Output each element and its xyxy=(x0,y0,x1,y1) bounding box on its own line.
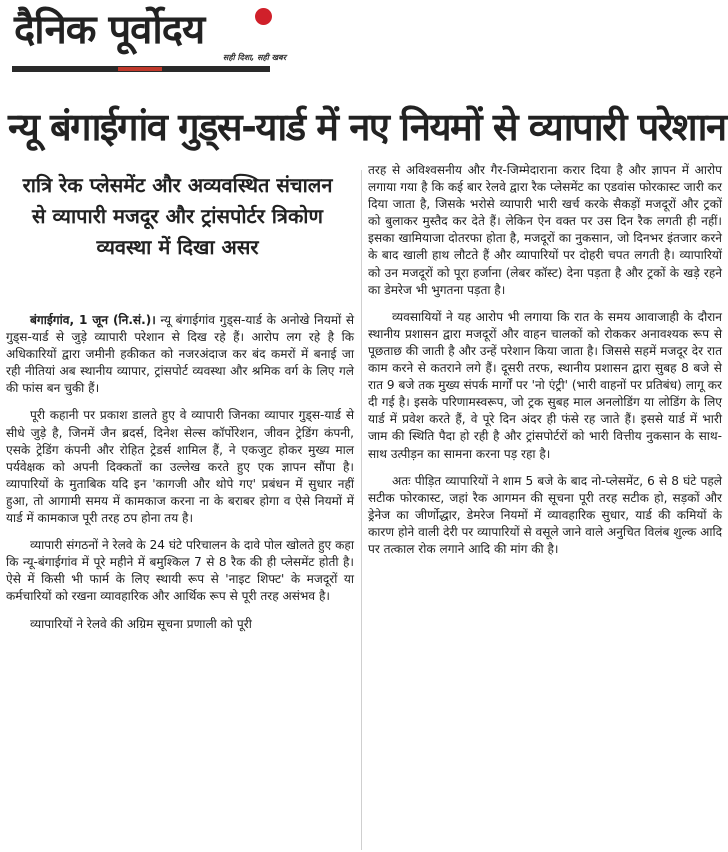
paragraph-text: न्यू बंगाईगांव गुड्स-यार्ड के अनोखे नियमों से गुड्स-यार्ड से जुड़े व्यापारी परेशान से दिख रहे हैं। आरोप लग रहे है कि अधिकारियों द्वारा जमीनी हकीकत को नजरअंदाज कर बंद कमरों में बनाई जा रही नीतियां अब स्थानीय व्यापार, ट्रांसपोर्ट व्यवस्था और श्रमिक वर्ग के लिए गले की फांस बन चुकी हैं। xyxy=(6,313,354,396)
article-paragraph: अतः पीड़ित व्यापारियों ने शाम 5 बजे के बाद नो-प्लेसमेंट, 6 से 8 घंटे पहले सटीक फोरकास्ट, जहां रैक आगमन की सूचना पूरी तरह सटीक हो, सड़कों और ड्रेनेज का जीर्णोद्धार, डेमरेज नियमों में व्यावहारिक सुधार, यार्ड की कमियों के कारण होने वाली देरी पर व्यापारियों से वसूले जाने वाले अनुचित विलंब शुल्क आदि पर तत्काल रोक लगाने आदि की मांग की है। xyxy=(368,473,723,556)
article-column-left xyxy=(6,312,354,643)
column-divider xyxy=(361,170,362,850)
article-column-right xyxy=(368,162,722,568)
headline: न्यू बंगाईगांव गुड्स-यार्ड में नए नियमों से व्यापारी परेशान xyxy=(8,105,726,149)
subheadline: रात्रि रेक प्लेसमेंट और अव्यवस्थित संचालन से व्यापारी मजदूर और ट्रांसपोर्टर त्रिकोण व्यवस्था में दिखा असर xyxy=(22,173,333,259)
tagline: सही दिशा, सही खबर xyxy=(222,53,286,62)
article-paragraph: व्यवसायियों ने यह आरोप भी लगाया कि रात के समय आवाजाही के दौरान स्थानीय प्रशासन द्वारा मजदूरों और वाहन चालकों को रोककर अनावश्यक रूप से पूछताछ की जाती है और उन्हें परेशान किया जाता है। जिससे सहमें मजदूर देर रात काम करने से कतराने लगे हैं। दूसरी तरफ, स्थानीय प्रशासन द्वारा सुबह 8 बजे से रात 9 बजे तक मुख्य संपर्क मार्गों पर 'नो एंट्री' (भारी वाहनों पर प्रतिबंध) लागू कर दी गई है। इसके परिणामस्वरूप, जो ट्रक सुबह माल अनलोडिंग या लोडिंग के लिए यार्ड में प्रवेश करते हैं, वे पूरे दिन अंदर ही फंसे रह जाते हैं। इससे यार्ड में भारी जाम की स्थिति पैदा हो रही है और ट्रांसपोर्टरों को भारी वित्तीय नुकसान के साथ-साथ उत्पीड़न का सामना करना पड़ रहा है। xyxy=(368,309,722,461)
newspaper-logo: दैनिक पूर्वोदय xyxy=(14,6,205,53)
article-paragraph: व्यापारी संगठनों ने रेलवे के 24 घंटे परिचालन के दावे पोल खोलते हुए कहा कि न्यू-बंगाईगांव में पूरे महीने में बमुश्किल 7 से 8 रैक की ही प्लेसमेंट होती है। ऐसे में किसी भी फार्म के लिए स्थायी रूप से 'नाइट शिफ्ट' के मजदूरों या कर्मचारियों को रखना व्यावहारिक और आर्थिक रूप से पूरी तरह असंभव है। xyxy=(6,538,354,604)
article-paragraph xyxy=(6,312,354,397)
logo-dot-icon xyxy=(255,8,272,25)
article-paragraph: पूरी कहानी पर प्रकाश डालते हुए वे व्यापारी जिनका व्यापार गुड्स-यार्ड से सीधे जुड़े है, जिनमें जैन ब्रदर्स, दिनेश सेल्स कॉर्पोरेशन, जीवन ट्रेडिंग कंपनी, एसके ट्रेडिंग कंपनी और रोहित ट्रेडर्स शामिल हैं, ने एकजुट होकर मुख्य माल पर्यवेक्षक को अपनी दिक्कतों का उल्लेख करते हुए एक ज्ञापन सौंपा है। व्यापारियों के मुताबिक यदि इन 'कागजी और थोपे गए' प्रबंधन में सुधार नहीं हुआ, तो आगामी समय में कामकाज करना ना के बराबर होगा व ऐसे नियमों में यार्ड में कामकाज पूरी तरह ठप होना तय है। xyxy=(6,408,354,526)
article-paragraph: व्यापारियों ने रेलवे की अग्रिम सूचना प्रणाली को पूरी xyxy=(30,616,252,631)
article-paragraph: तरह से अविश्वसनीय और गैर-जिम्मेदाराना करार दिया है और ज्ञापन में आरोप लगाया गया है कि कई बार रेलवे द्वारा रैक प्लेसमेंट का एडवांस फोरकास्ट जारी कर दिया जाता है, जिसके भरोसे व्यापारी भारी खर्च करके सैकड़ों मजदूरों और ट्रकों को बुलाकर मुस्तैद कर देते हैं। लेकिन ऐन वक्त पर उस दिन रैक लगती ही नहीं। इसका खामियाजा दोतरफा होता है, मजदूरों का नुकसान, जो दिनभर इंतजार करने के बाद खाली हाथ लौटते हैं और व्यापारियों पर दोहरी चपत लगती है। व्यापारियों को उन मजदूरों को पूरा हर्जाना (लेबर कॉस्ट) देना पड़ता है और ट्रकों के खड़े रहने का डेमरेज भी भुगतना पड़ता है। xyxy=(368,163,722,297)
masthead-underline-accent xyxy=(118,67,162,71)
dateline: बंगाईगांव, 1 जून (नि.सं.)। xyxy=(30,313,156,327)
masthead xyxy=(0,0,728,80)
